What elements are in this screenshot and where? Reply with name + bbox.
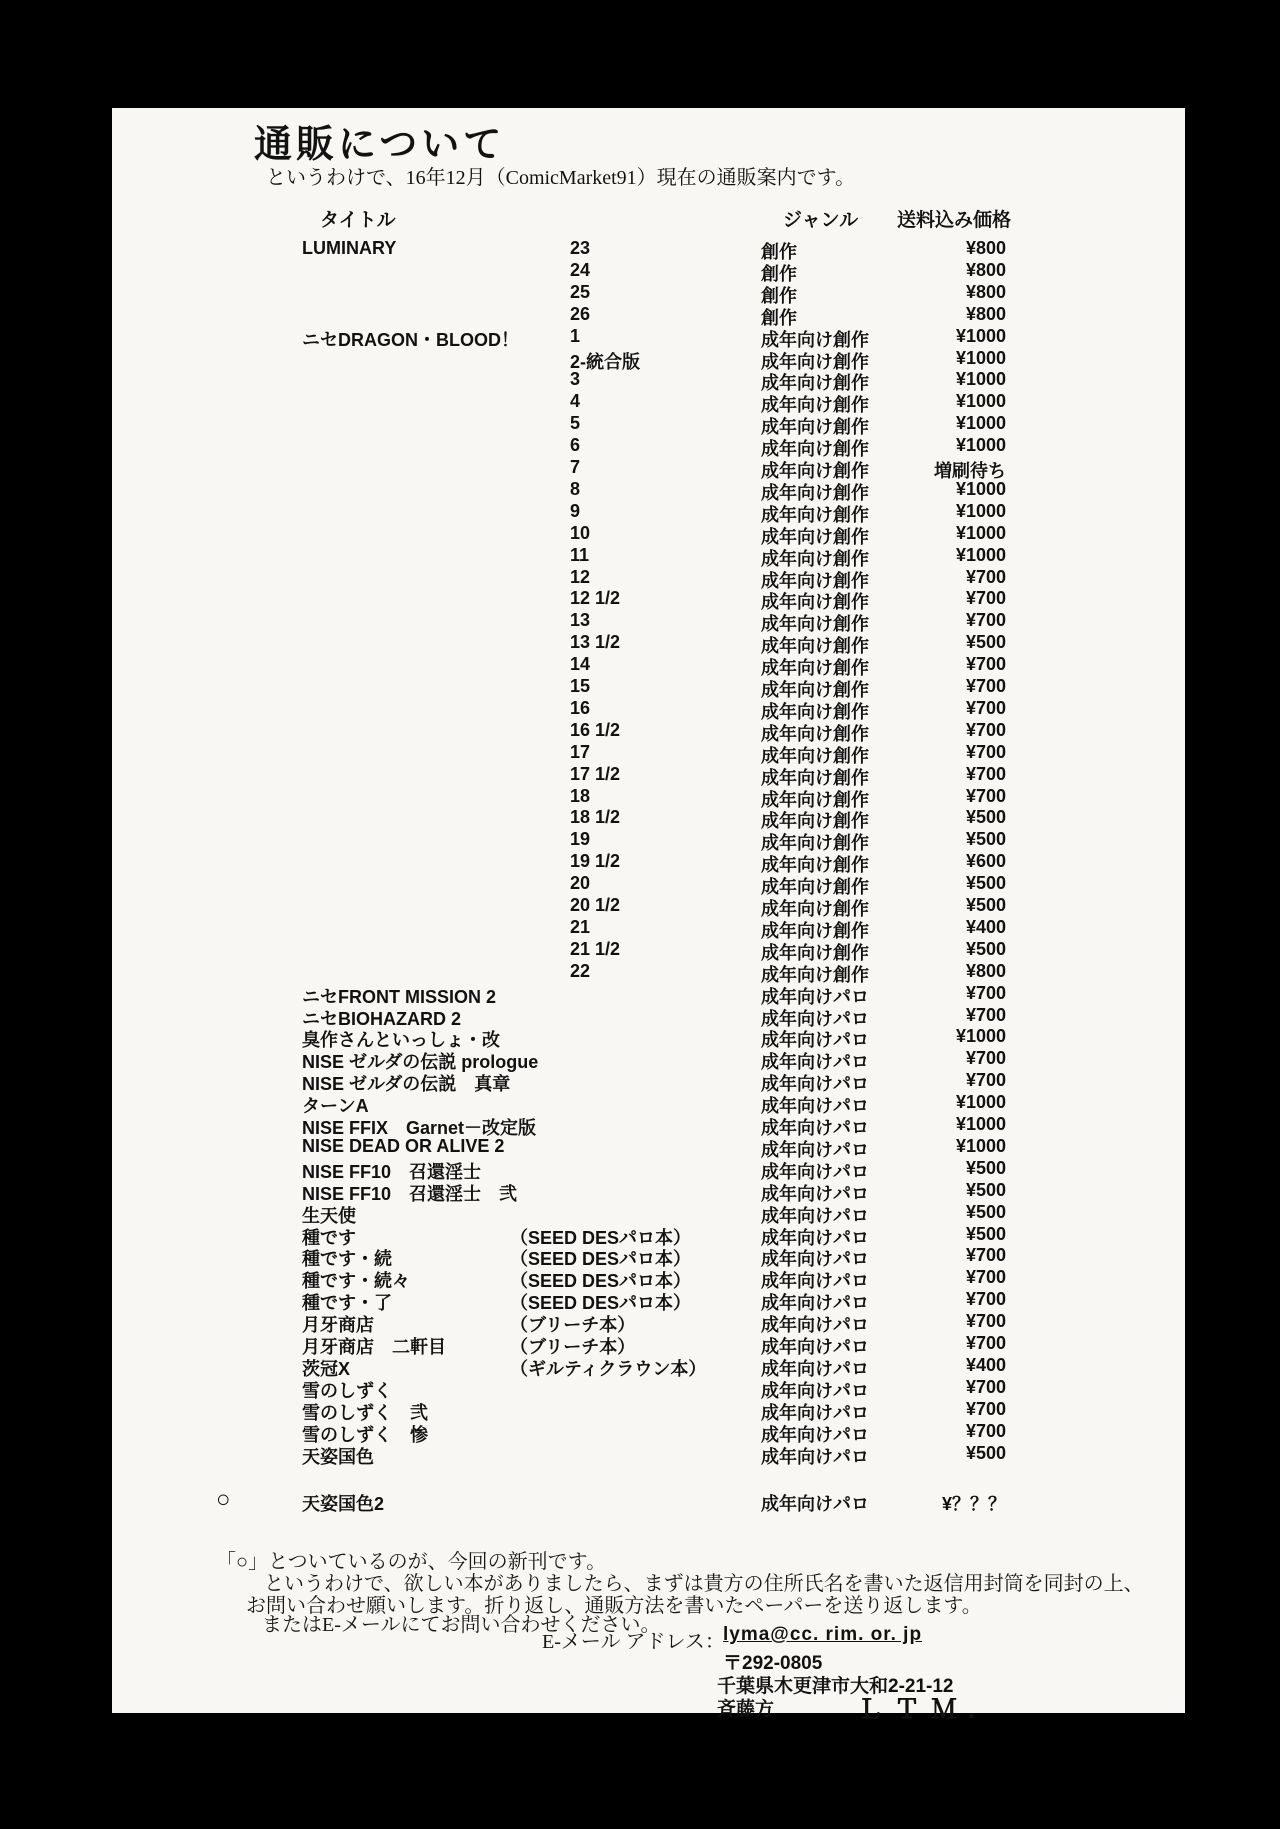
table-row — [112, 1311, 1185, 1336]
table-row — [112, 457, 1185, 479]
row-volume: 3 — [570, 369, 581, 390]
table-row — [112, 851, 1185, 876]
table-row — [112, 348, 1185, 370]
row-genre: 成年向けパロ — [761, 986, 869, 1007]
row-genre: 成年向け創作 — [761, 789, 869, 810]
row-genre: 成年向けパロ — [761, 1008, 869, 1029]
row-price: ¥700 — [965, 676, 1006, 696]
row-price: ¥700 — [965, 1048, 1006, 1069]
column-header-genre: ジャンル — [783, 210, 859, 231]
table-row — [112, 1180, 1185, 1202]
row-subtitle: （SEED DESパロ本） — [510, 1293, 692, 1314]
table-row — [112, 304, 1185, 326]
row-volume: 19 1/2 — [570, 851, 621, 872]
row-genre: 成年向けパロ — [761, 1446, 869, 1467]
table-row — [112, 873, 1185, 898]
table-row — [112, 238, 1185, 260]
row-price: ¥500 — [965, 632, 1006, 653]
row-volume: 15 — [570, 676, 591, 696]
table-row — [112, 413, 1185, 438]
table-row — [112, 895, 1185, 917]
row-genre: 成年向け創作 — [761, 942, 869, 963]
footer-note: 「○」とついているのが、今回の新刊です。 — [216, 1551, 607, 1573]
table-row — [112, 479, 1185, 501]
row-genre: 成年向け創作 — [761, 680, 869, 700]
row-title: NISE FFIX Garnet－改定版 — [302, 1118, 537, 1138]
table-row — [112, 786, 1185, 808]
row-genre: 成年向け創作 — [761, 745, 869, 766]
row-genre: 成年向け創作 — [761, 636, 869, 657]
row-volume: 18 — [570, 785, 591, 806]
row-price: ¥700 — [965, 1070, 1006, 1091]
row-genre: 成年向け創作 — [761, 833, 869, 854]
row-genre: 成年向けパロ — [761, 1205, 869, 1226]
row-price: ¥1000 — [955, 1135, 1006, 1156]
table-row — [112, 720, 1185, 742]
row-price: ¥800 — [965, 303, 1006, 324]
row-title: 雪のしずく 弐 — [302, 1402, 428, 1423]
row-price: ¥1000 — [955, 369, 1006, 390]
row-genre: 創作 — [761, 263, 797, 284]
row-title: 天姿国色 — [302, 1446, 374, 1467]
table-row — [112, 1070, 1185, 1095]
row-title: 種です — [302, 1227, 356, 1248]
care-of-name: 斉藤方 — [717, 1699, 775, 1720]
row-price: ¥800 — [965, 259, 1006, 280]
row-volume: 26 — [570, 303, 591, 324]
row-price: ¥500 — [965, 895, 1006, 915]
intro-line: というわけで、16年12月（ComicMarket91）現在の通販案内です。 — [266, 167, 856, 189]
row-title: NISE DEAD OR ALIVE 2 — [302, 1135, 505, 1156]
row-price: ¥700 — [965, 610, 1006, 631]
row-genre: 成年向け創作 — [761, 920, 869, 941]
row-price: ¥700 — [965, 1245, 1006, 1266]
row-genre: 成年向け創作 — [761, 614, 869, 635]
row-genre: 成年向けパロ — [761, 1227, 869, 1248]
table-row — [112, 588, 1185, 613]
row-price: ¥1000 — [955, 391, 1006, 412]
table-row — [112, 939, 1185, 961]
row-genre: 成年向け創作 — [761, 964, 869, 985]
row-price: ¥700 — [965, 1004, 1006, 1025]
row-volume: 22 — [570, 960, 591, 981]
row-genre: 成年向けパロ — [761, 1052, 869, 1073]
table-row — [112, 326, 1185, 348]
row-genre: 成年向け創作 — [761, 592, 869, 613]
table-row — [112, 829, 1185, 854]
row-price: ¥500 — [965, 829, 1006, 850]
row-price: ¥700 — [965, 588, 1006, 609]
table-row — [112, 698, 1185, 720]
table-row — [112, 764, 1185, 786]
table-row — [112, 567, 1185, 589]
row-genre: 成年向け創作 — [761, 877, 869, 898]
row-price: ¥700 — [965, 1289, 1006, 1310]
row-volume: 1 — [570, 325, 581, 346]
row-title: 雪のしずく 惨 — [302, 1424, 428, 1445]
table-row — [112, 1092, 1185, 1117]
row-genre: 成年向け創作 — [761, 767, 869, 788]
table-row — [112, 282, 1185, 304]
row-price: ¥1000 — [955, 1114, 1006, 1134]
row-volume: 19 — [570, 829, 591, 850]
row-title: 種です・続々 — [302, 1271, 410, 1292]
table-row — [112, 742, 1185, 764]
row-price: ¥1000 — [955, 347, 1006, 368]
table-row — [112, 369, 1185, 394]
row-volume: 6 — [570, 435, 581, 456]
row-price: ¥500 — [965, 873, 1006, 894]
email-address: lyma@cc. rim. or. jp — [723, 1624, 923, 1645]
row-genre: 創作 — [761, 242, 797, 262]
row-price: ¥700 — [965, 719, 1006, 740]
table-row — [112, 1399, 1185, 1421]
row-genre: 成年向け創作 — [761, 899, 869, 919]
row-genre: 成年向け創作 — [761, 504, 869, 525]
row-volume: 5 — [570, 413, 581, 434]
row-price: ¥1000 — [955, 413, 1006, 434]
email-label: E-メール アドレス： — [542, 1631, 725, 1653]
row-price: ¥1000 — [955, 522, 1006, 543]
row-volume: 14 — [570, 654, 591, 675]
row-title: ニセDRAGON・BLOOD！ — [302, 329, 519, 350]
row-volume: 12 1/2 — [570, 588, 621, 609]
row-price: 増刷待ち — [934, 461, 1006, 481]
row-price: ¥400 — [965, 1354, 1006, 1375]
row-volume: 23 — [570, 238, 591, 258]
row-volume: 9 — [570, 500, 581, 521]
table-row — [112, 1421, 1185, 1443]
row-price: ¥700 — [965, 566, 1006, 587]
row-genre: 成年向けパロ — [761, 1337, 869, 1357]
row-title: 雪のしずく — [302, 1380, 392, 1401]
row-title: 臭作さんといっしょ・改 — [302, 1030, 500, 1051]
row-price: ¥500 — [965, 1442, 1006, 1463]
table-row — [112, 1355, 1185, 1377]
row-price: ¥800 — [965, 960, 1006, 981]
row-genre: 創作 — [761, 285, 797, 306]
row-title: LUMINARY — [302, 238, 397, 258]
row-genre: 成年向け創作 — [761, 855, 869, 876]
row-title: NISE ゼルダの伝説 真章 — [302, 1074, 511, 1095]
table-row — [112, 260, 1185, 282]
row-genre: 成年向け創作 — [761, 482, 869, 503]
row-price: ¥700 — [965, 763, 1006, 784]
row-volume: 25 — [570, 281, 591, 302]
row-subtitle: （ギルティクラウン本） — [510, 1358, 707, 1379]
row-genre: 成年向けパロ — [761, 1118, 869, 1138]
table-row — [112, 1048, 1185, 1073]
table-row — [112, 1005, 1185, 1027]
row-volume: 17 1/2 — [570, 763, 621, 784]
table-row — [112, 1026, 1185, 1051]
row-price: ¥500 — [965, 1201, 1006, 1222]
row-price: ¥700 — [965, 697, 1006, 718]
row-genre: 成年向けパロ — [761, 1074, 869, 1095]
row-price: ¥700 — [965, 1333, 1006, 1353]
row-genre: 成年向け創作 — [761, 701, 869, 722]
row-title: 生天使 — [302, 1205, 356, 1226]
row-volume: 4 — [570, 391, 581, 412]
table-row — [112, 654, 1185, 679]
row-volume: 13 1/2 — [570, 632, 621, 653]
row-volume: 8 — [570, 478, 581, 499]
row-price: ¥1000 — [955, 1026, 1006, 1047]
row-price: ¥700 — [965, 741, 1006, 762]
row-price: ¥500 — [965, 938, 1006, 959]
column-header-price: 送料込み価格 — [897, 210, 1012, 231]
row-title: 茨冠X — [302, 1358, 351, 1379]
row-price: ¥1000 — [955, 544, 1006, 565]
row-volume: 13 — [570, 610, 591, 631]
footer-instruction-3: またはE-メールにてお問い合わせください。 — [262, 1614, 661, 1636]
row-genre: 成年向けパロ — [761, 1096, 869, 1117]
row-volume: 24 — [570, 259, 591, 280]
row-genre: 成年向け創作 — [761, 329, 869, 350]
row-genre: 成年向け創作 — [761, 570, 869, 591]
row-volume: 16 1/2 — [570, 719, 621, 740]
row-price: ¥500 — [965, 1179, 1006, 1200]
table-row — [112, 1289, 1185, 1314]
row-price: ¥1000 — [955, 478, 1006, 499]
page-title: 通販について — [254, 124, 506, 166]
table-row — [112, 676, 1185, 698]
row-title: ニセFRONT MISSION 2 — [302, 986, 497, 1007]
row-genre: 成年向け創作 — [761, 461, 869, 481]
column-header-title: タイトル — [320, 210, 396, 231]
row-genre: 成年向けパロ — [761, 1293, 869, 1314]
row-price: ¥500 — [965, 1223, 1006, 1244]
row-price: ¥500 — [965, 807, 1006, 828]
row-title: 種です・了 — [302, 1293, 392, 1314]
circle-name: ＬＴＭ. — [857, 1694, 987, 1724]
row-price: ¥600 — [965, 851, 1006, 872]
row-price: ¥800 — [965, 281, 1006, 302]
row-genre: 成年向け創作 — [761, 373, 869, 394]
row-volume: 17 — [570, 741, 591, 762]
new-release-price: ¥？？？ — [941, 1494, 1006, 1514]
table-row — [112, 961, 1185, 983]
order-info-page — [112, 108, 1185, 1724]
row-genre: 成年向けパロ — [761, 1380, 869, 1401]
row-genre: 成年向け創作 — [761, 526, 869, 547]
row-genre: 成年向けパロ — [761, 1249, 869, 1270]
table-row — [112, 1224, 1185, 1246]
table-row — [112, 501, 1185, 523]
table-row — [112, 917, 1185, 939]
row-genre: 成年向け創作 — [761, 351, 869, 372]
table-row — [112, 1267, 1185, 1292]
row-genre: 成年向けパロ — [761, 1271, 869, 1292]
row-price: ¥700 — [965, 1311, 1006, 1332]
row-subtitle: （ブリーチ本） — [510, 1315, 636, 1336]
row-volume: 21 — [570, 916, 591, 937]
row-volume: 11 — [570, 544, 590, 565]
row-price: ¥500 — [965, 1157, 1006, 1178]
table-row — [112, 1377, 1185, 1399]
table-row — [112, 1443, 1185, 1465]
row-title: 種です・続 — [302, 1249, 392, 1270]
row-price: ¥700 — [965, 1420, 1006, 1441]
row-title: 月牙商店 二軒目 — [302, 1337, 446, 1357]
row-volume: 18 1/2 — [570, 807, 621, 828]
row-subtitle: （SEED DESパロ本） — [510, 1271, 692, 1292]
table-row — [112, 1158, 1185, 1180]
row-price: ¥1000 — [955, 500, 1006, 521]
row-price: ¥700 — [965, 654, 1006, 675]
row-genre: 成年向けパロ — [761, 1139, 869, 1160]
row-price: ¥700 — [965, 785, 1006, 806]
footer-instruction-1: というわけで、欲しい本がありましたら、まずは貴方の住所氏名を書いた返信用封筒を同封の上、 — [264, 1573, 1144, 1595]
row-subtitle: （SEED DESパロ本） — [510, 1227, 692, 1248]
row-title: 月牙商店 — [302, 1315, 374, 1336]
row-genre: 成年向け創作 — [761, 439, 869, 460]
row-price: ¥700 — [965, 1398, 1006, 1419]
row-volume: 16 — [570, 697, 591, 718]
row-title: NISE FF10 召還淫士 — [302, 1161, 482, 1182]
row-genre: 成年向け創作 — [761, 548, 869, 569]
row-genre: 成年向け創作 — [761, 395, 869, 416]
row-volume: 7 — [570, 457, 581, 477]
row-price: ¥800 — [965, 238, 1006, 258]
row-volume: 20 — [570, 873, 591, 894]
table-row — [112, 1136, 1185, 1158]
row-genre: 成年向け創作 — [761, 417, 869, 438]
table-row — [112, 435, 1185, 460]
row-price: ¥700 — [965, 1267, 1006, 1288]
row-volume: 12 — [570, 566, 591, 587]
row-genre: 成年向け創作 — [761, 658, 869, 679]
table-row — [112, 807, 1185, 832]
row-genre: 成年向けパロ — [761, 1402, 869, 1423]
new-release-row — [112, 1486, 1185, 1516]
table-row — [112, 523, 1185, 545]
row-genre: 成年向けパロ — [761, 1030, 869, 1051]
row-title: NISE ゼルダの伝説 prologue — [302, 1052, 539, 1073]
postal-code: 〒292-0805 — [723, 1653, 823, 1674]
row-genre: 創作 — [761, 307, 797, 328]
row-genre: 成年向けパロ — [761, 1358, 869, 1379]
footer-instruction-2: お問い合わせ願いします。折り返し、通販方法を書いたペーパーを送り返します。 — [246, 1595, 982, 1617]
row-price: ¥1000 — [955, 325, 1006, 346]
row-subtitle: （ブリーチ本） — [510, 1337, 636, 1357]
row-volume: 2-統合版 — [570, 351, 641, 372]
row-price: ¥700 — [965, 1376, 1006, 1397]
row-volume: 21 1/2 — [570, 938, 621, 959]
row-volume: 20 1/2 — [570, 895, 621, 915]
row-subtitle: （SEED DESパロ本） — [510, 1249, 692, 1270]
row-genre: 成年向けパロ — [761, 1183, 869, 1204]
table-row — [112, 545, 1185, 567]
row-genre: 成年向けパロ — [761, 1424, 869, 1445]
row-genre: 成年向けパロ — [761, 1161, 869, 1182]
table-row — [112, 1245, 1185, 1270]
row-price: ¥1000 — [955, 435, 1006, 456]
table-row — [112, 1333, 1185, 1355]
row-price: ¥700 — [965, 982, 1006, 1003]
row-title: NISE FF10 召還淫士 弐 — [302, 1183, 518, 1204]
new-release-marker: ○ — [216, 1486, 231, 1513]
row-genre: 成年向け創作 — [761, 723, 869, 744]
row-title: ニセBIOHAZARD 2 — [302, 1008, 462, 1029]
row-genre: 成年向け創作 — [761, 811, 869, 832]
table-row — [112, 1202, 1185, 1224]
new-release-genre: 成年向けパロ — [761, 1494, 869, 1514]
street-address: 千葉県木更津市大和2-21-12 — [717, 1676, 954, 1697]
table-row — [112, 391, 1185, 416]
table-row — [112, 632, 1185, 657]
table-row — [112, 983, 1185, 1005]
row-volume: 10 — [570, 522, 591, 543]
row-price: ¥400 — [965, 916, 1006, 937]
row-genre: 成年向けパロ — [761, 1315, 869, 1336]
table-row — [112, 1114, 1185, 1136]
new-release-title: 天姿国色2 — [302, 1494, 385, 1514]
table-row — [112, 610, 1185, 635]
row-title: ターンA — [302, 1096, 369, 1117]
row-price: ¥1000 — [955, 1092, 1006, 1113]
